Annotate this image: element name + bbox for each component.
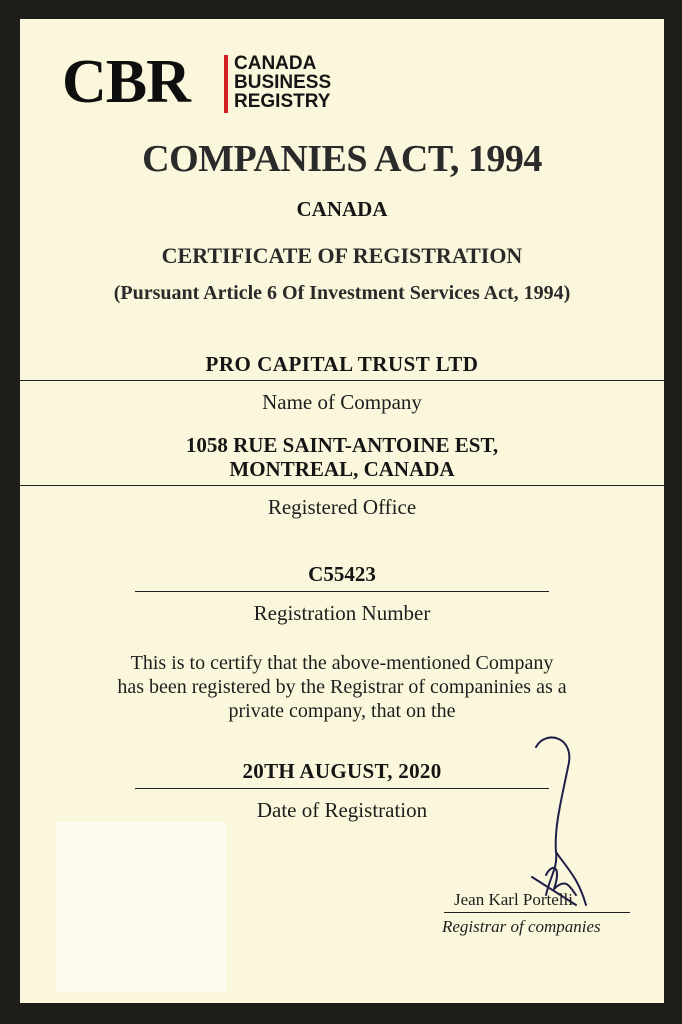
logo-line-canada: CANADA bbox=[234, 53, 317, 74]
address-rule bbox=[20, 485, 664, 486]
certificate-title: CERTIFICATE OF REGISTRATION bbox=[161, 243, 523, 268]
address-line-2: MONTREAL, CANADA bbox=[229, 457, 455, 481]
registered-office-address bbox=[20, 433, 664, 481]
pursuant-clause: (Pursuant Article 6 Of Investment Services Act, 1994) bbox=[113, 282, 571, 304]
registration-date-rule bbox=[135, 788, 549, 789]
company-name: PRO CAPITAL TRUST LTD bbox=[205, 352, 479, 376]
logo-line-business: BUSINESS bbox=[234, 72, 332, 93]
signature-rule bbox=[444, 912, 630, 913]
handwritten-signature bbox=[506, 727, 596, 907]
country-heading: CANADA bbox=[296, 197, 388, 221]
registration-number-rule bbox=[135, 591, 549, 592]
signatory-name: Jean Karl Portelli bbox=[454, 890, 573, 909]
registration-date-label: Date of Registration bbox=[256, 798, 428, 822]
certification-line-3: private company, that on the bbox=[228, 700, 456, 722]
certification-line-2: has been registered by the Registrar of companinies as a bbox=[117, 676, 567, 698]
logo-red-bar bbox=[224, 55, 228, 113]
company-name-rule bbox=[20, 380, 664, 381]
company-name-label: Name of Company bbox=[262, 390, 422, 414]
registered-office-label: Registered Office bbox=[267, 495, 417, 519]
registration-number: C55423 bbox=[308, 562, 376, 586]
certification-line-1: This is to certify that the above-mentioned Company bbox=[130, 652, 554, 674]
red-wax-seal bbox=[56, 822, 226, 992]
act-title: COMPANIES ACT, 1994 bbox=[142, 138, 542, 180]
certification-statement bbox=[20, 651, 664, 723]
address-line-1: 1058 RUE SAINT-ANTOINE EST, bbox=[185, 433, 499, 457]
signatory-role: Registrar of companies bbox=[442, 917, 601, 936]
registration-number-label: Registration Number bbox=[253, 601, 431, 625]
seal-background bbox=[56, 822, 226, 992]
logo-abbreviation: CBR bbox=[62, 48, 190, 116]
logo-wordmark bbox=[234, 54, 331, 111]
registration-date: 20TH AUGUST, 2020 bbox=[242, 759, 442, 783]
logo-line-registry: REGISTRY bbox=[234, 91, 331, 112]
certificate-paper bbox=[20, 19, 664, 1003]
